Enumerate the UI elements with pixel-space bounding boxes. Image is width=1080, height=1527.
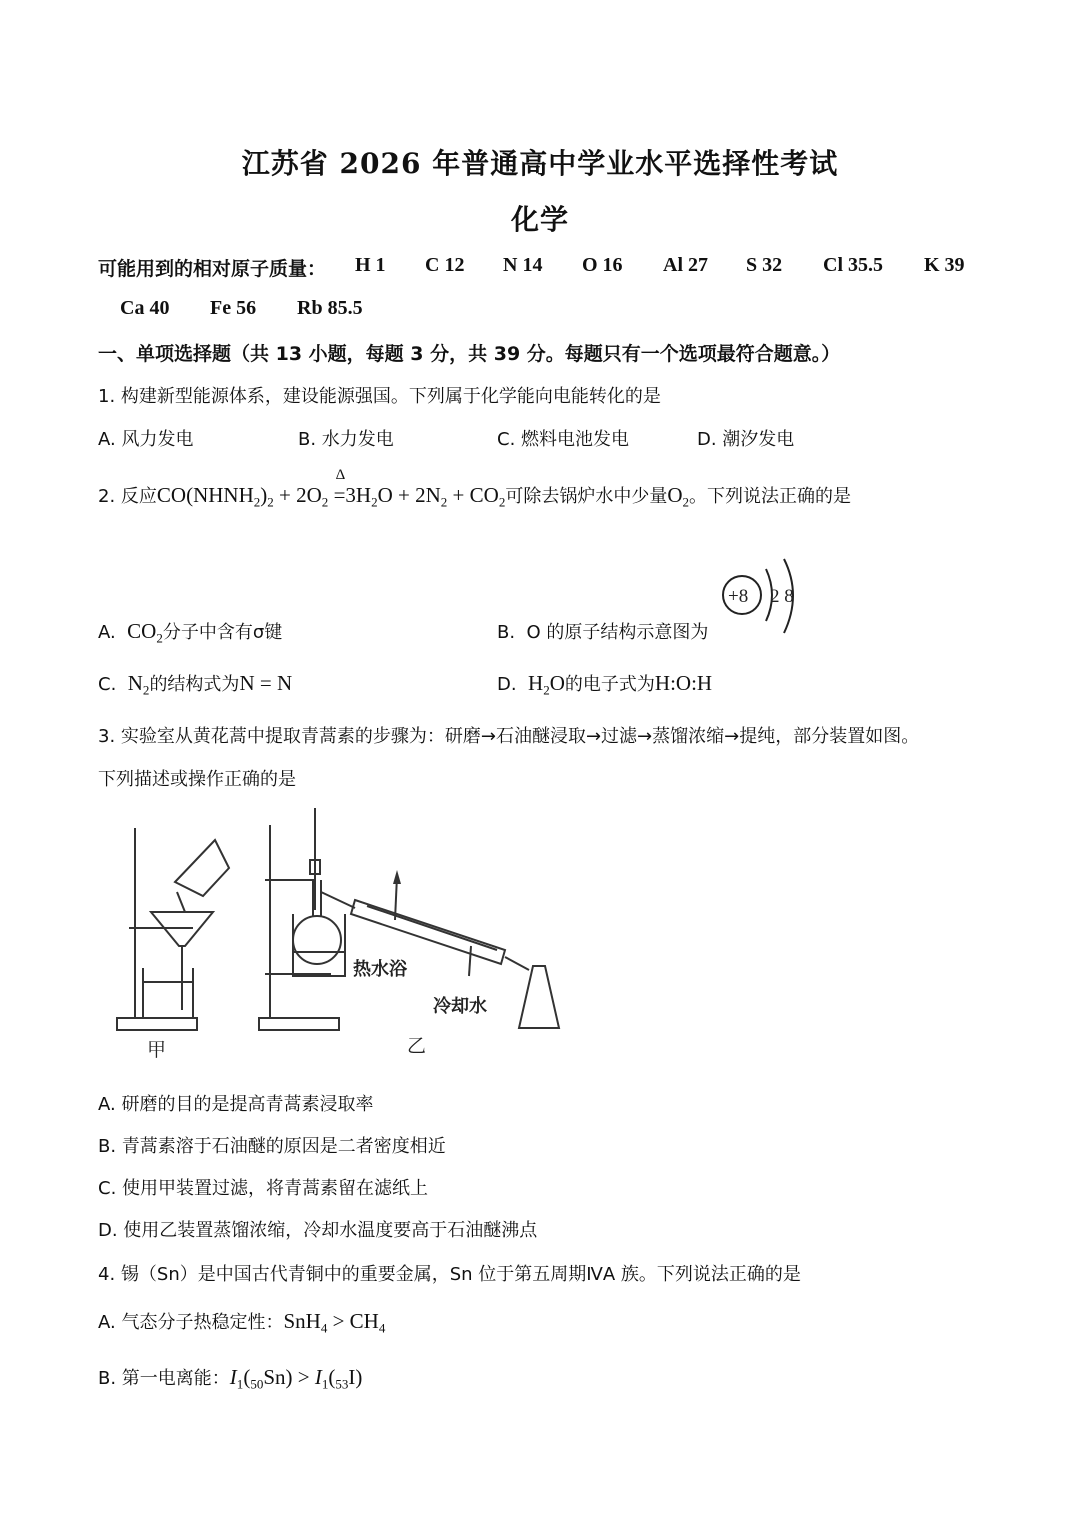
- mass-n: N 14: [503, 254, 543, 276]
- q2-option-d: D. $H_2O$的电子式为H:O:H: [497, 671, 713, 698]
- q2-number: 2.: [98, 486, 116, 507]
- q4-option-a: A. 气态分子热稳定性：$SnH_4 > CH_4$: [98, 1309, 386, 1336]
- mass-rb: Rb 85.5: [297, 297, 363, 319]
- q3-option-a: A. 研磨的目的是提高青蒿素浸取率: [98, 1094, 374, 1115]
- q2-option-c: C. $N_2$的结构式为N = N: [98, 671, 293, 698]
- mass-fe: Fe 56: [210, 297, 257, 319]
- q4-option-b: B. 第一电离能：$I_1(_{50}Sn) > I_1(_{53}I)$: [98, 1365, 363, 1392]
- q2-option-a: A. $CO_2$分子中含有σ键: [98, 619, 283, 646]
- mass-h: H 1: [355, 254, 386, 276]
- label-cooling-water: 冷却水: [433, 996, 487, 1017]
- label-hot-water-bath: 热水浴: [353, 959, 407, 980]
- q2-post: 可除去锅炉水中少量: [505, 486, 668, 507]
- exam-title: 江苏省 2026 年普通高中学业水平选择性考试: [241, 147, 839, 180]
- question-2-stem: 2. 反应$CO(NHNH_2)_2 + 2O_2$ Δ $=3H_2O + 2N_2 + CO_2$可除去锅炉水中少量$O_2$。下列说法正确的是: [98, 467, 852, 510]
- q1-option-c: C. 燃料电池发电: [497, 429, 630, 450]
- q3-option-c: C. 使用甲装置过滤，将青蒿素留在滤纸上: [98, 1178, 429, 1199]
- question-3-stem-line1: 3. 实验室从黄花蒿中提取青蒿素的步骤为：研磨→石油醚浸取→过滤→蒸馏浓缩→提纯，部分装置如图。: [98, 726, 920, 747]
- q3-option-b: B. 青蒿素溶于石油醚的原因是二者密度相近: [98, 1136, 446, 1157]
- mass-s: S 32: [746, 254, 783, 276]
- mass-o: O 16: [582, 254, 623, 276]
- question-3-stem-line2: 下列描述或操作正确的是: [98, 769, 296, 790]
- atom-nucleus-text: +8: [728, 586, 749, 607]
- question-1-stem: 1. 构建新型能源体系，建设能源强国。下列属于化学能向电能转化的是: [98, 386, 661, 407]
- q3-option-d: D. 使用乙装置蒸馏浓缩，冷却水温度要高于石油醚沸点: [98, 1220, 538, 1241]
- atom-shells-text: 2 8: [770, 586, 794, 607]
- q2-pre: 反应: [120, 486, 157, 507]
- label-apparatus-b: 乙: [407, 1035, 427, 1057]
- q1-option-b: B. 水力发电: [298, 429, 394, 450]
- heat-condition: Δ: [335, 467, 346, 483]
- q2-option-b: B. O 的原子结构示意图为: [497, 622, 709, 643]
- mass-c: C 12: [425, 254, 465, 276]
- label-apparatus-a: 甲: [147, 1039, 167, 1061]
- oxygen-atom-diagram: [716, 555, 806, 639]
- mass-ca: Ca 40: [120, 297, 170, 319]
- atomic-mass-label: 可能用到的相对原子质量：: [98, 258, 327, 280]
- mass-k: K 39: [924, 254, 965, 276]
- question-4-stem: 4. 锡（Sn）是中国古代青铜中的重要金属，Sn 位于第五周期ⅣA 族。下列说法正确的是: [98, 1264, 801, 1285]
- apparatus-figure: [105, 800, 575, 1070]
- q2-tail: 。下列说法正确的是: [689, 486, 852, 507]
- q2-reaction-equation: $CO(NHNH_2)_2 + 2O_2$ Δ $=3H_2O + 2N_2 + CO_2$: [156, 467, 506, 510]
- q1-option-a: A. 风力发电: [98, 429, 194, 450]
- q1-option-d: D. 潮汐发电: [697, 429, 795, 450]
- mass-al: Al 27: [663, 254, 708, 276]
- subject-title: 化学: [510, 203, 569, 236]
- section-heading: 一、单项选择题（共 13 小题，每题 3 分，共 39 分。每题只有一个选项最符合题意。）: [98, 343, 841, 365]
- mass-cl: Cl 35.5: [823, 254, 883, 276]
